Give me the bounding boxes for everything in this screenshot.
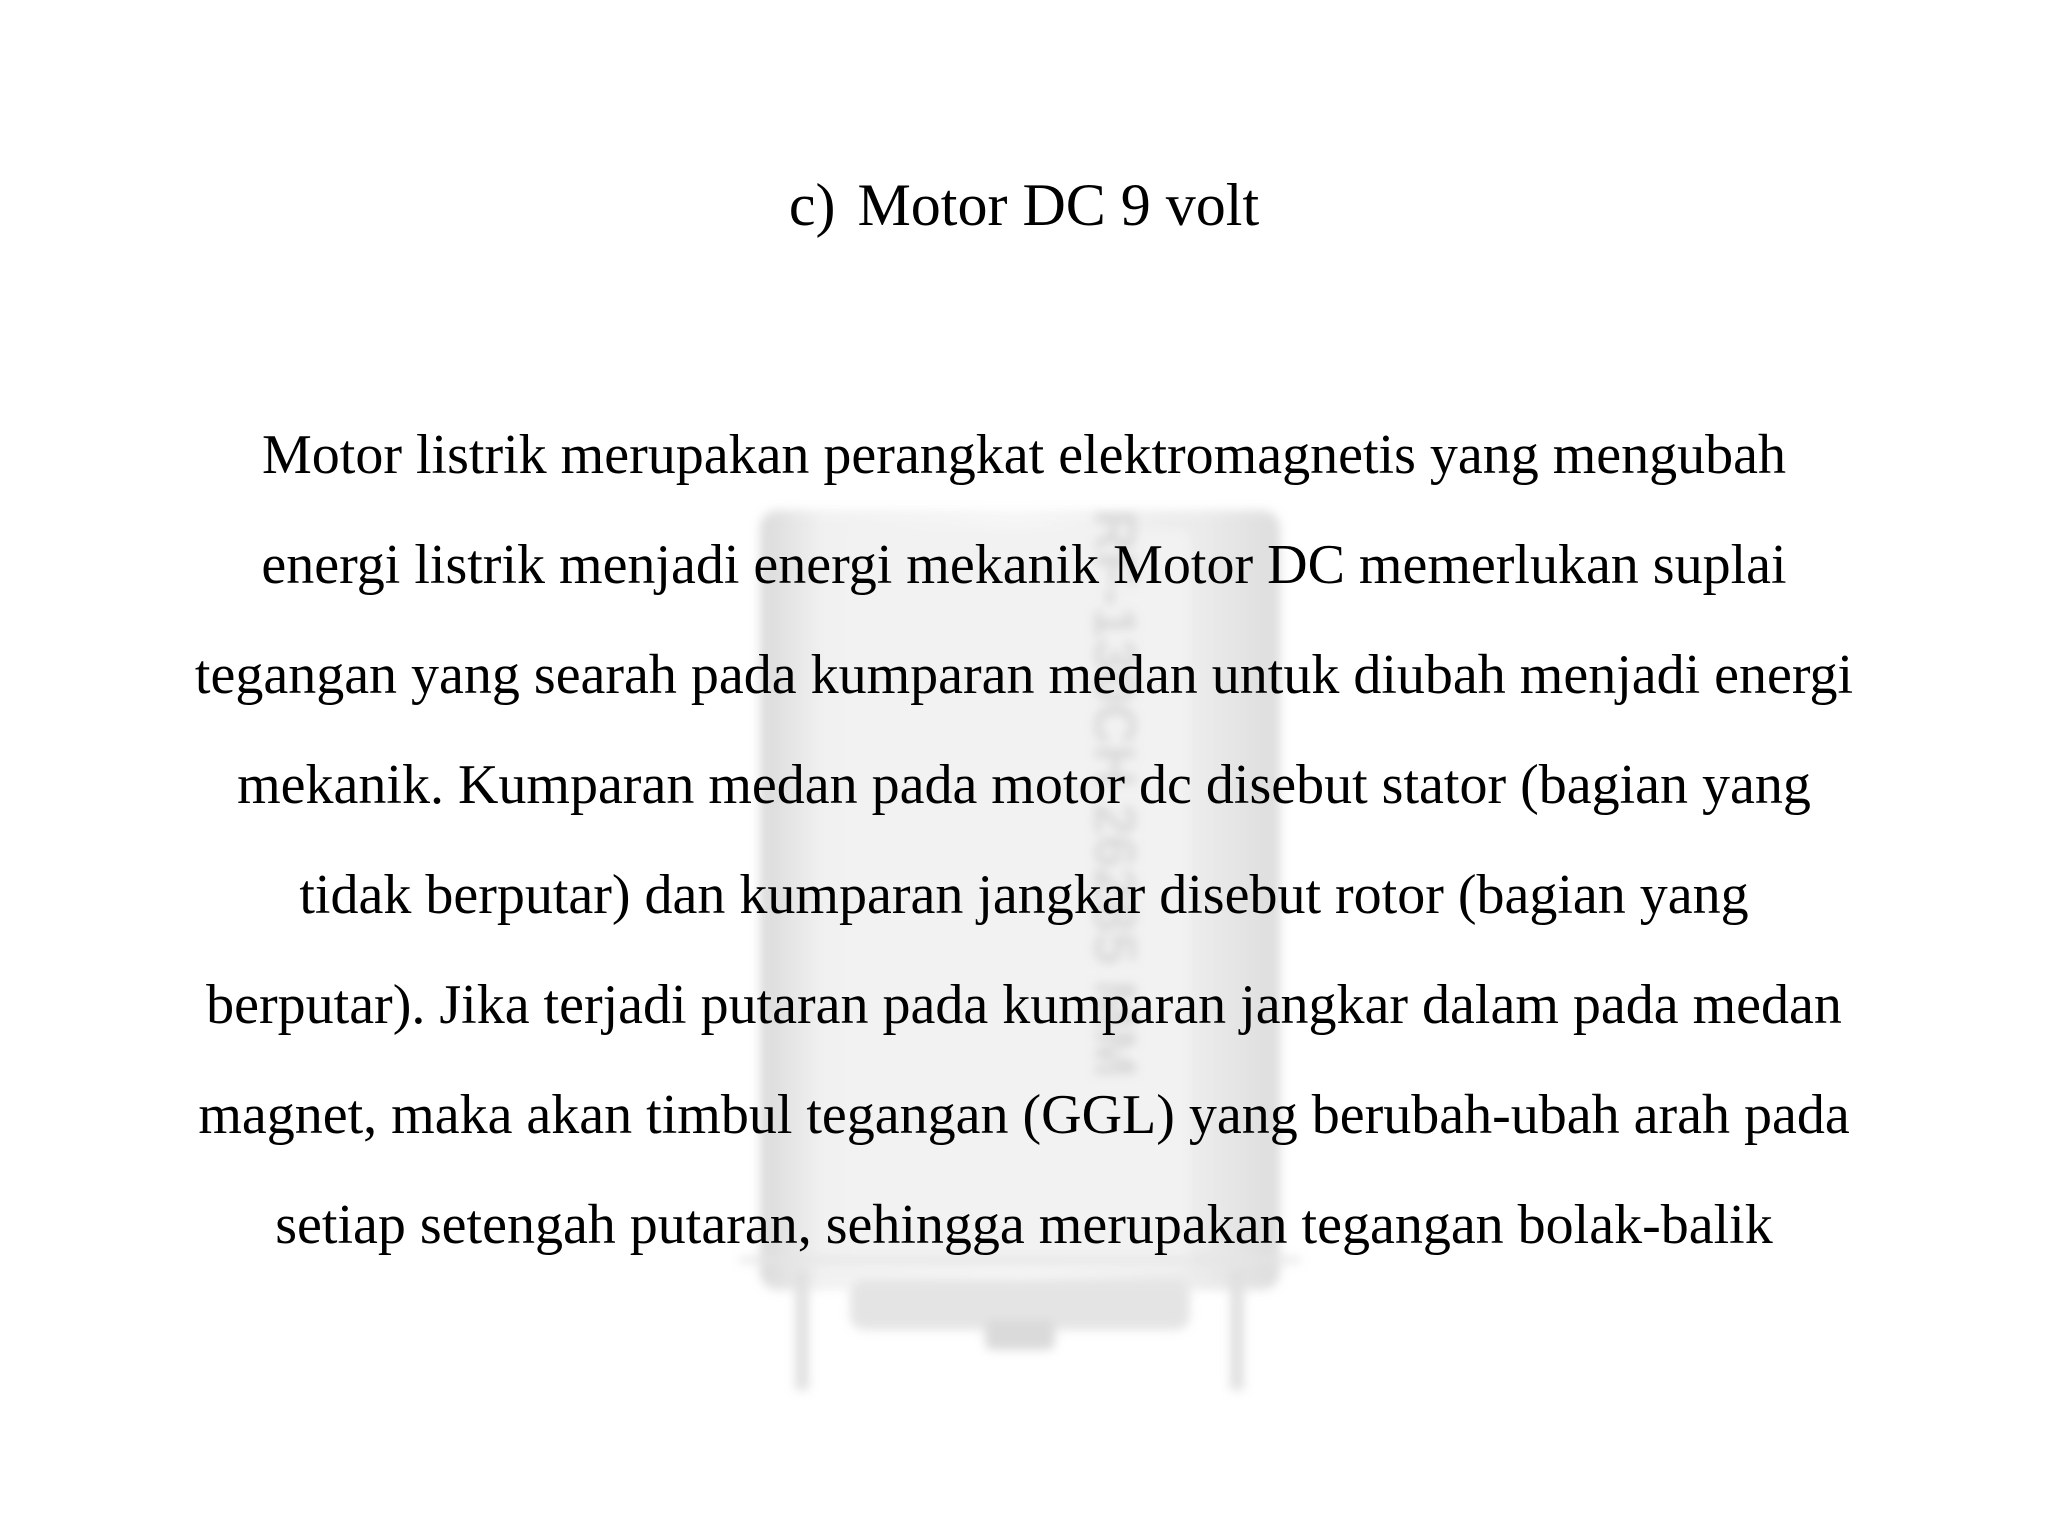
motor-print-text: RF-130CH 26285 MM bbox=[1082, 510, 1147, 1078]
title-text: Motor DC 9 volt bbox=[857, 172, 1260, 238]
paragraph-line: energi listrik menjadi energi mekanik Motor DC memerlukan suplai bbox=[261, 534, 1787, 596]
paragraph-line: setiap setengah putaran, sehingga merupakan tegangan bolak-balik bbox=[275, 1194, 1773, 1256]
list-marker: c) bbox=[788, 172, 836, 238]
paragraph-line: magnet, maka akan timbul tegangan (GGL) yang berubah-ubah arah pada bbox=[198, 1084, 1850, 1146]
paragraph-line: tidak berputar) dan kumparan jangkar disebut rotor (bagian yang bbox=[299, 864, 1749, 926]
paragraph-line: tegangan yang searah pada kumparan medan untuk diubah menjadi energi bbox=[194, 644, 1854, 706]
slide-title bbox=[0, 172, 2048, 238]
paragraph-line: Motor listrik merupakan perangkat elektromagnetis yang mengubah bbox=[261, 424, 1786, 486]
paragraph-line: berputar). Jika terjadi putaran pada kumparan jangkar dalam pada medan bbox=[206, 974, 1842, 1036]
body-paragraph bbox=[120, 400, 1928, 1280]
paragraph-line: mekanik. Kumparan medan pada motor dc disebut stator (bagian yang bbox=[237, 754, 1811, 816]
